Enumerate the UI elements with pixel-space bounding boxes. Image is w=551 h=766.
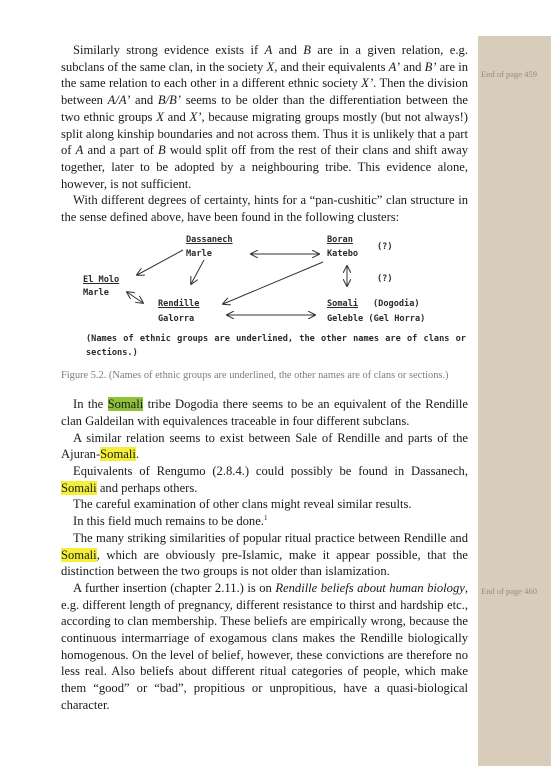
label-dogodia: (Dogodia) <box>373 298 420 309</box>
clan-cluster-figure <box>61 232 468 362</box>
page-end-note-460: End of page 460 <box>481 586 537 596</box>
paragraph-7: In this field much remains to be done.$^1$ <box>73 513 268 529</box>
label-uncertain-2: (?) <box>377 273 393 284</box>
footnote-ref[interactable]: 1 <box>263 513 268 522</box>
paragraph-5: Equivalents of Rengumo (2.8.4.) could possibly be found in Dassanech, Somali and perhaps others. <box>61 464 468 495</box>
label-galorra: Galorra <box>158 313 195 324</box>
paragraph-6: The careful examination of other clans might reveal similar results. <box>73 497 412 512</box>
main-text <box>61 42 468 714</box>
arrow-marle-elmolo <box>137 250 183 275</box>
label-el-molo: El Molo <box>83 274 120 285</box>
label-marle-top: Marle <box>186 248 212 259</box>
paragraph-9: A further insertion (chapter 2.11.) is on Rendille beliefs about human biology, e.g. different length of pregnancy, different resistance to thirst and hardship etc., according to clan membership. These beliefs are empirically wrong, because the continuous intermarriage of exogamous clans makes the Rendille biologically homogenous. On the level of belief, however, these convictions are therefore no less real. Also beliefs about different ritual categories of people, which make them “good” or “bad”, propitious or unpropitious, have a quasi-biological character. <box>61 580 468 712</box>
paragraph-4: A similar relation seems to exist between Sale of Rendille and parts of the Ajuran-Somali. <box>61 430 468 462</box>
margin-column <box>478 36 551 766</box>
figure-note: (Names of ethnic groups are underlined, the other names are of clans or sections.) <box>86 333 466 358</box>
arrow-elmolo-rendille <box>127 292 143 303</box>
paragraph-2: With different degrees of certainty, hints for a “pan-cushitic” clan structure in the sense defined above, have been found in the following clusters: <box>61 193 468 225</box>
label-boran: Boran <box>327 234 353 245</box>
label-somali: Somali <box>327 298 359 309</box>
search-highlight: Somali <box>61 480 97 495</box>
arrow-katebo-rendille <box>223 262 323 304</box>
label-rendille: Rendille <box>158 298 200 309</box>
paragraph-3: In the Somali tribe Dogodia there seems to be an equivalent of the Rendille clan Galdeilan with equivalences traceable in four different subclans. <box>61 397 468 428</box>
page-end-note-459: End of page 459 <box>481 69 537 79</box>
search-highlight: Somali <box>61 547 97 562</box>
search-highlight: Somali <box>107 397 144 412</box>
arrow-marle-rendille <box>191 260 204 284</box>
search-highlight: Somali <box>100 447 136 462</box>
label-katebo: Katebo <box>327 248 359 259</box>
paragraph-1: Similarly strong evidence exists if A and B are in a given relation, e.g. subclans of the same clan, in the society X, and their equivalents A’ and B’ are in the same relation to each other in a different ethnic society X’. Then the division between A/A’ and B/B’ seems to be older than the differentiation between the two ethnic groups X and X’, because migrating groups mostly (but not always!) split along kinship boundaries and not across them. Thus it is unlikely that a part of A and a part of B would split off from the rest of their clans and shift away together, later to be adopted by a neighbouring tribe. This evidence alone, however, is not sufficient. <box>61 43 469 191</box>
label-geleble: Geleble (Gel Horra) <box>327 313 426 324</box>
label-marle-left: Marle <box>83 287 109 298</box>
label-uncertain-1: (?) <box>377 241 393 252</box>
paragraph-8: The many striking similarities of popular ritual practice between Rendille and Somali, which are obviously pre-Islamic, make it appear possible, that the distinction between the two groups is not older than islamization. <box>61 530 468 579</box>
figure-caption: Figure 5.2. (Names of ethnic groups are underlined, the other names are of clans or sections.) <box>61 369 449 381</box>
label-dassanech: Dassanech <box>186 234 233 245</box>
